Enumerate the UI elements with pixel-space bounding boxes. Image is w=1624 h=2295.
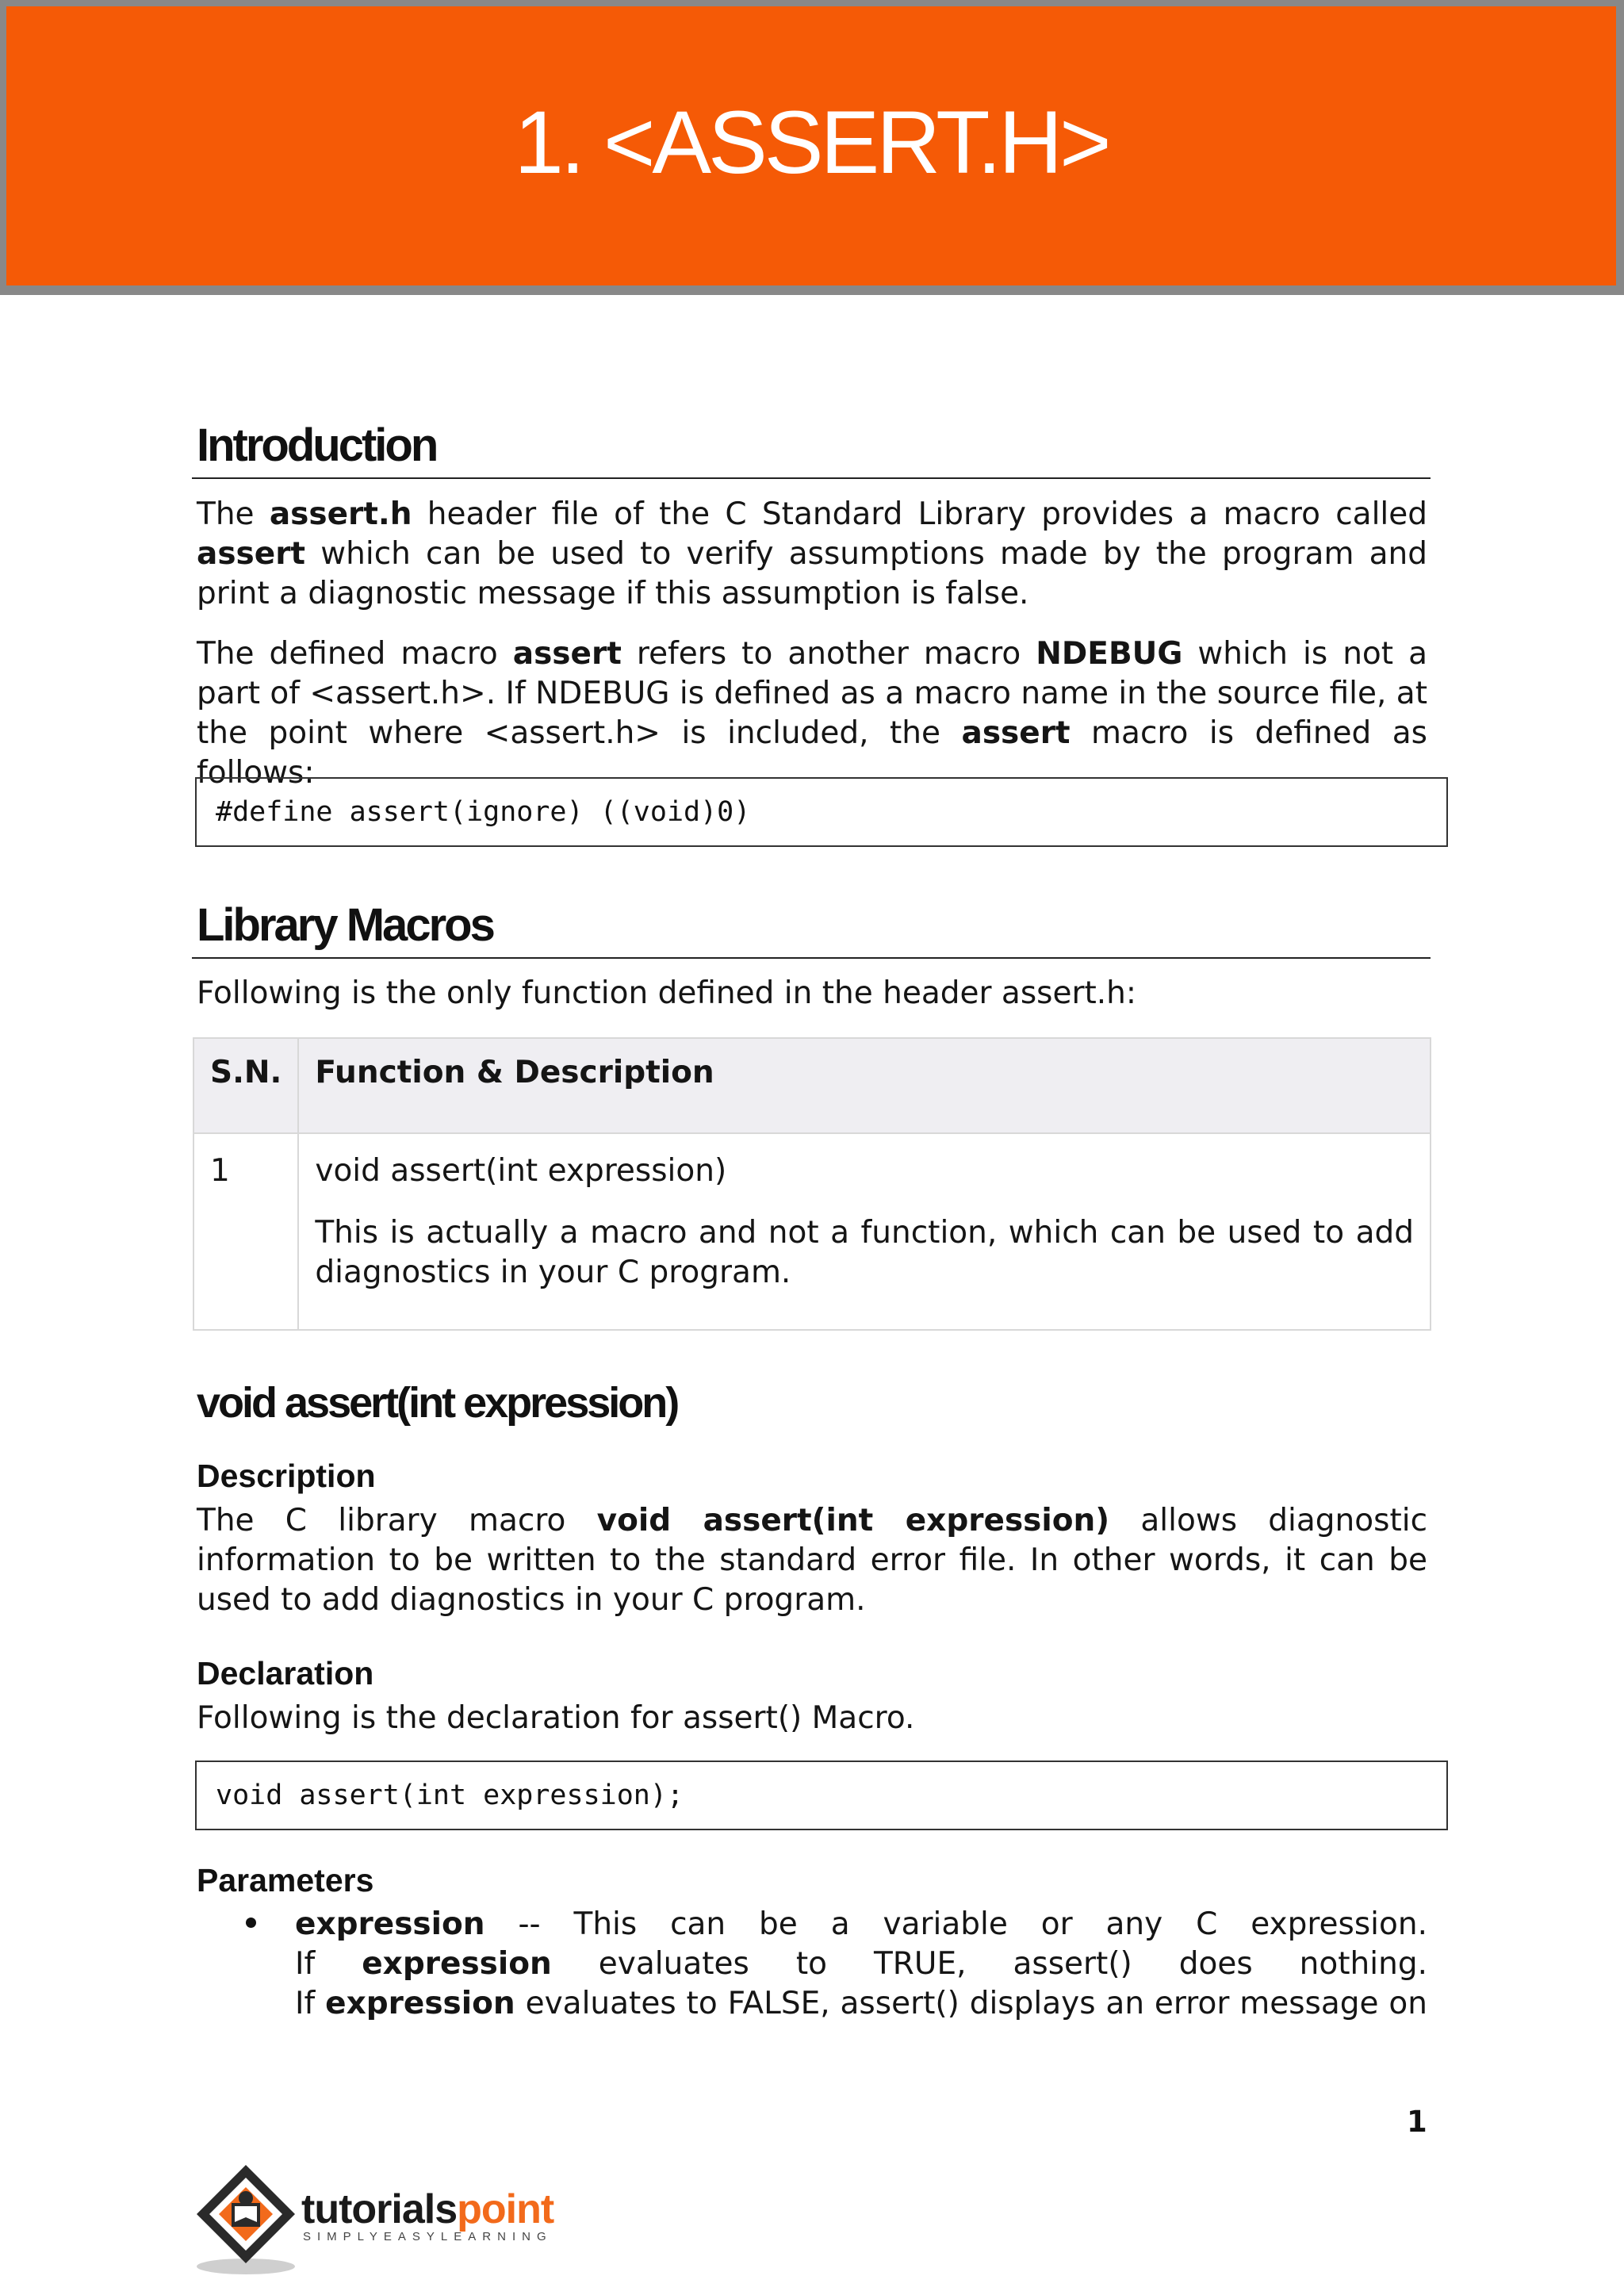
bullet-icon [246, 1918, 256, 1928]
introduction-rule [192, 477, 1431, 479]
description-heading: Description [197, 1458, 376, 1494]
parameter-expression: expression -- This can be a variable or any C expression. If expression evaluates to TRUE, assert() does nothing. If expression evaluates to FALSE, assert() displays an error message on [295, 1906, 1427, 2021]
library-macros-lead: Following is the only function defined in the header assert.h: [197, 975, 1137, 1011]
logo-wordmark: tutorialspoint [301, 2186, 554, 2232]
page-number: 1 [1407, 2105, 1427, 2139]
table-row [193, 1133, 1431, 1330]
description-paragraph: The C library macro void assert(int expression) allows diagnostic information to be written to the standard error file. In other words, it can be used to add diagnostics in your C program. [197, 1503, 1428, 1618]
library-macros-heading: Library Macros [197, 899, 493, 951]
row-function-description: This is actually a macro and not a function, which can be used to add diagnostics in your C program. [315, 1215, 1414, 1290]
logo-tagline: SIMPLYEASYLEARNING [303, 2230, 553, 2243]
function-table-header [193, 1038, 1431, 1133]
title-banner-fill [6, 6, 1616, 285]
declaration-text: Following is the declaration for assert() Macro. [197, 1700, 915, 1736]
function-table [193, 1037, 1431, 1331]
row-function-cell [298, 1133, 1431, 1330]
row-sn: 1 [193, 1133, 298, 1330]
intro-paragraph-2: The defined macro assert refers to another macro NDEBUG which is not a part of <assert.h>. If NDEBUG is defined as a macro name in the source file, at the point where <assert.h> is included, the assert macro is defined as follows: [197, 636, 1428, 791]
row-function-name: void assert(int expression) [315, 1153, 727, 1189]
chapter-title: 1. <ASSERT.H> [514, 92, 1109, 192]
title-banner [0, 0, 1624, 295]
introduction-heading: Introduction [197, 420, 437, 471]
tutorialspoint-logo [190, 2159, 603, 2278]
intro-paragraph-1: The assert.h header file of the C Standard Library provides a macro called assert which can be used to verify assumptions made by the program and print a diagnostic message if this assumption is false. [197, 496, 1427, 611]
assert-section-heading: void assert(int expression) [197, 1379, 678, 1427]
define-code-block: #define assert(ignore) ((void)0) [195, 777, 1448, 847]
column-sn: S.N. [193, 1038, 298, 1133]
declaration-code-block: void assert(int expression); [195, 1761, 1448, 1830]
declaration-heading: Declaration [197, 1655, 374, 1692]
column-function-description: Function & Description [298, 1038, 1431, 1133]
parameters-heading: Parameters [197, 1862, 374, 1898]
library-macros-rule [192, 957, 1431, 959]
logo-diamond-icon [190, 2159, 301, 2278]
